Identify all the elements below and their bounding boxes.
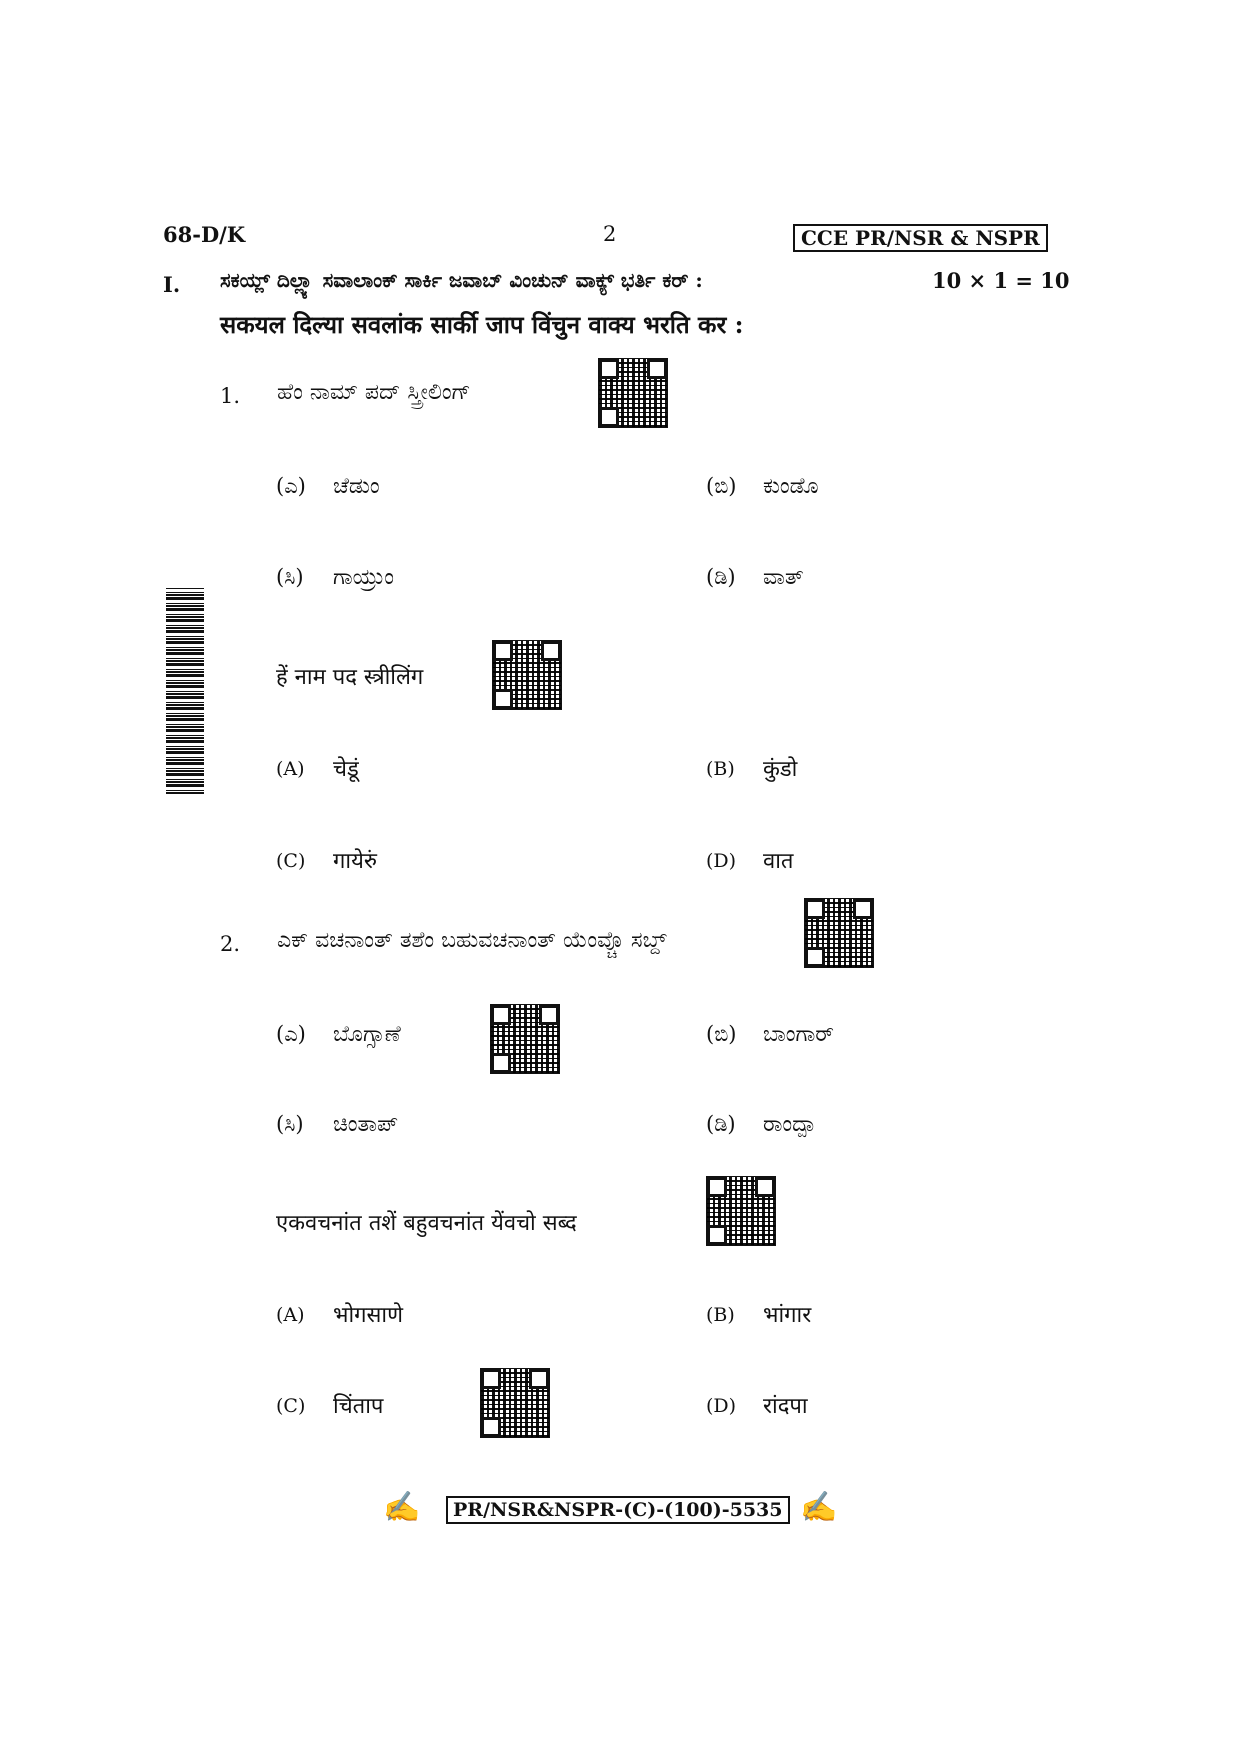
writing-hand-icon: ✍ xyxy=(800,1490,838,1525)
option-text: ವಾತ್ xyxy=(763,565,804,590)
instruction-kannada: ಸಕಯ್ಲ್ ದಿಲ್ಲ್ಯಾ ಸವಾಲಾಂಕ್ ಸಾರ್ಕಿ ಜವಾಬ್ ವಿಂಚುನ್ ವಾಕ್ಯ್ ಭರ್ತಿ ಕರ್ : xyxy=(220,268,703,292)
question-number: 2. xyxy=(220,932,241,956)
question-text-kannada: ಎಕ್ ವಚನಾಂತ್ ತಶೆಂ ಬಹುವಚನಾಂತ್ ಯೆಂವ್ಚೊ ಸಬ್ದ್ xyxy=(277,928,667,953)
qr-code-icon xyxy=(480,1368,550,1438)
option-label: (ಎ) xyxy=(276,474,306,498)
question-number: 1. xyxy=(220,384,241,408)
option-text: ಬೊಗ್ಸಾಣೆ xyxy=(333,1022,401,1047)
qr-code-icon xyxy=(490,1004,560,1074)
option-text: ರಾಂದ್ಪಾ xyxy=(763,1112,816,1137)
question-text-kannada: ಹೆಂ ನಾಮ್ ಪದ್ ಸ್ತ್ರೀಲಿಂಗ್ xyxy=(277,380,471,405)
option-label: (ಎ) xyxy=(276,1022,306,1046)
option-text: ಚಿಂತಾಪ್ xyxy=(333,1112,399,1137)
option-text: ಗಾಯ್ರುಂ xyxy=(333,565,394,590)
option-text: गायेरुं xyxy=(333,849,378,874)
option-text: भोगसाणे xyxy=(333,1303,404,1328)
option-text: भांगार xyxy=(763,1303,812,1328)
instruction-devanagari: सकयल दिल्या सवलांक सार्की जाप विंचुन वाक्य भरति कर : xyxy=(220,310,744,339)
section-number: I. xyxy=(163,272,181,297)
option-label: (ಸಿ) xyxy=(276,1112,304,1136)
qr-code-icon xyxy=(804,898,874,968)
option-text: वात xyxy=(763,849,794,874)
qr-code-icon xyxy=(706,1176,776,1246)
option-text: कुंडो xyxy=(763,757,798,782)
option-label: (A) xyxy=(276,1304,305,1326)
option-text: रांदपा xyxy=(763,1394,808,1419)
option-label: (ಬಿ) xyxy=(706,474,737,498)
option-text: ಕುಂಡೊ xyxy=(763,474,819,499)
option-label: (C) xyxy=(276,850,306,872)
qr-code-icon xyxy=(492,640,562,710)
option-label: (ಬಿ) xyxy=(706,1022,737,1046)
footer-code: PR/NSR&NSPR-(C)-(100)-5535 xyxy=(446,1496,790,1524)
option-text: ಬಾಂಗಾರ್ xyxy=(763,1022,834,1047)
writing-hand-icon: ✍ xyxy=(383,1490,421,1525)
barcode-icon xyxy=(166,588,204,794)
page-number: 2 xyxy=(603,222,617,246)
option-text: ಚೆಡುಂ xyxy=(333,474,380,499)
marks-allocation: 10 × 1 = 10 xyxy=(932,268,1070,293)
qr-code-icon xyxy=(598,358,668,428)
option-label: (A) xyxy=(276,758,305,780)
option-label: (B) xyxy=(706,758,735,780)
option-label: (D) xyxy=(706,850,737,872)
option-label: (B) xyxy=(706,1304,735,1326)
option-label: (ಸಿ) xyxy=(276,565,304,589)
option-label: (ಡಿ) xyxy=(706,1112,736,1136)
option-text: चिंताप xyxy=(333,1394,384,1419)
option-label: (D) xyxy=(706,1395,737,1417)
question-text-devanagari: एकवचनांत तशें बहुवचनांत येंवचो सब्द xyxy=(276,1211,577,1236)
option-text: चेडूं xyxy=(333,757,359,782)
exam-code-box: CCE PR/NSR & NSPR xyxy=(793,224,1048,252)
option-label: (ಡಿ) xyxy=(706,565,736,589)
paper-code: 68-D/K xyxy=(163,222,246,247)
question-text-devanagari: हें नाम पद स्त्रीलिंग xyxy=(276,665,424,690)
option-label: (C) xyxy=(276,1395,306,1417)
